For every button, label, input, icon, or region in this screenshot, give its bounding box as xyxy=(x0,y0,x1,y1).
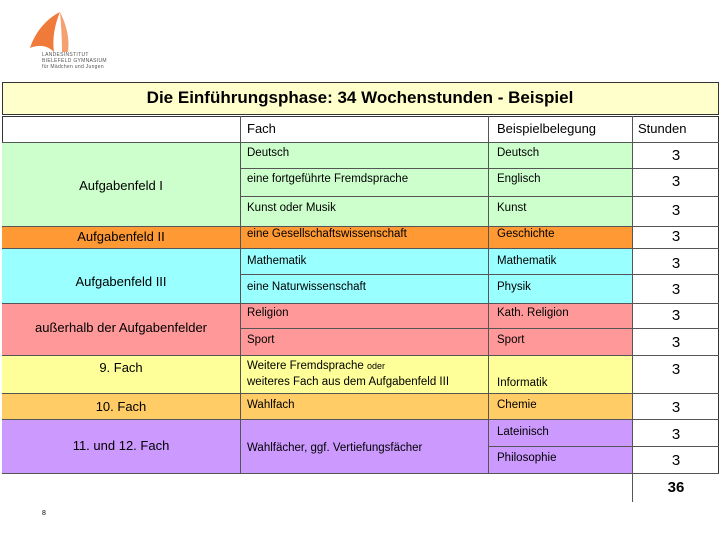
beispiel-cell: Englisch xyxy=(497,173,541,185)
beispiel-cell: Kunst xyxy=(497,202,527,214)
group-fach1112: 11. und 12. Fach xyxy=(72,438,170,453)
beispiel-cell: Lateinisch xyxy=(497,426,549,438)
fach-cell: Sport xyxy=(247,334,275,346)
stunden-cell: 3 xyxy=(671,228,681,245)
beispiel-cell: Mathematik xyxy=(497,255,557,267)
fach-cell: Deutsch xyxy=(247,147,290,159)
stunden-cell: 3 xyxy=(671,334,681,351)
header-beispiel: Beispielbelegung xyxy=(497,121,597,136)
stunden-cell: 3 xyxy=(671,452,681,469)
beispiel-cell: Sport xyxy=(497,334,525,346)
fach-cell: weiteres Fach aus dem Aufgabenfeld III xyxy=(247,376,450,388)
band-total xyxy=(2,473,719,502)
group-af1: Aufgabenfeld I xyxy=(79,178,163,193)
fach-cell: Wahlfach xyxy=(247,399,295,411)
fach-cell: Wahlfächer, ggf. Vertiefungsfächer xyxy=(247,442,423,454)
fach-cell: eine fortgeführte Fremdsprache xyxy=(247,173,409,185)
beispiel-cell: Deutsch xyxy=(497,147,540,159)
stunden-cell: 3 xyxy=(671,173,681,190)
fach-cell: Mathematik xyxy=(247,255,307,267)
stunden-cell: 3 xyxy=(671,426,681,443)
header-fach: Fach xyxy=(247,121,276,136)
fach-cell: Religion xyxy=(247,307,289,319)
stunden-cell: 3 xyxy=(671,399,681,416)
group-fach9: 9. Fach xyxy=(99,360,143,375)
page-title: Die Einführungsphase: 34 Wochenstunden - Beispiel xyxy=(146,88,574,107)
stunden-cell: 3 xyxy=(671,307,681,324)
group-af3: Aufgabenfeld III xyxy=(75,274,167,289)
beispiel-cell: Kath. Religion xyxy=(497,307,569,319)
page-number: 8 xyxy=(42,510,46,517)
group-fach10: 10. Fach xyxy=(95,399,147,414)
stunden-cell: 3 xyxy=(671,281,681,298)
group-af2: Aufgabenfeld II xyxy=(77,229,165,244)
header-stunden: Stunden xyxy=(638,121,687,136)
logo-text: LANDESINSTITUT BIELEFELD GYMNASIUM für Mädchen und Jungen xyxy=(42,52,107,70)
fach-cell: eine Naturwissenschaft xyxy=(247,281,366,293)
fach-cell: eine Gesellschaftswissenschaft xyxy=(247,228,407,240)
stunden-cell: 3 xyxy=(671,361,681,378)
fach-cell: Weitere Fremdsprache oder xyxy=(247,360,385,372)
beispiel-cell: Chemie xyxy=(497,399,537,411)
stunden-cell: 3 xyxy=(671,202,681,219)
group-ausser: außerhalb der Aufgabenfelder xyxy=(34,320,207,335)
beispiel-cell: Philosophie xyxy=(497,452,557,464)
beispiel-cell: Physik xyxy=(497,281,531,293)
stunden-cell: 3 xyxy=(671,255,681,272)
total-hours: 36 xyxy=(667,479,685,496)
fach-cell: Kunst oder Musik xyxy=(247,202,336,214)
header-rule xyxy=(2,142,719,143)
beispiel-cell: Geschichte xyxy=(497,228,555,240)
stunden-cell: 3 xyxy=(671,147,681,164)
beispiel-cell: Informatik xyxy=(497,377,548,389)
